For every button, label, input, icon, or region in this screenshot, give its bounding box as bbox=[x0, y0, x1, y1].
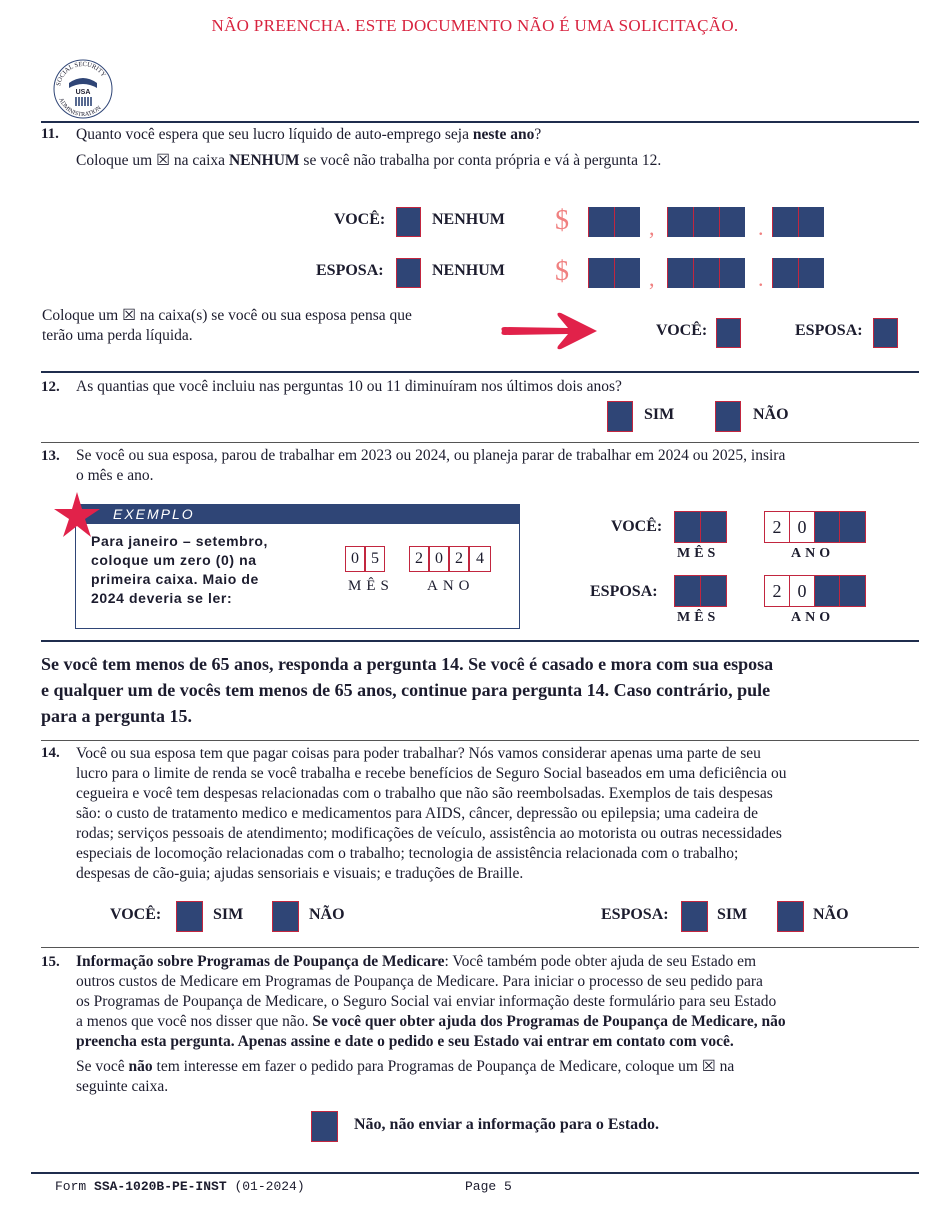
example-month-digit: 0 bbox=[345, 546, 365, 572]
do-not-fill-banner: NÃO PREENCHA. ESTE DOCUMENTO NÃO É UMA SOLICITAÇÃO. bbox=[211, 16, 739, 35]
q11-you-none-label: NENHUM bbox=[432, 211, 505, 228]
q13-spouse-month-field[interactable] bbox=[674, 575, 727, 607]
q11-number: 11. bbox=[41, 126, 59, 142]
q12-no-label: NÃO bbox=[753, 406, 789, 423]
q13-number: 13. bbox=[41, 448, 60, 464]
q12-no-checkbox[interactable] bbox=[715, 401, 741, 432]
ssa-logo bbox=[52, 58, 114, 120]
logo-arc-text: SOCIAL SECURITY bbox=[55, 60, 107, 87]
divider bbox=[41, 740, 919, 741]
age-instruction: Se você tem menos de 65 anos, responda a pergunta 14. Se você é casado e mora com sua esposa e qualquer um de vocês tem menos de 65 anos, continue para pergunta 14. Caso contrário, pule para a pergunta 15. bbox=[41, 654, 774, 726]
logo-bottom-text: ADMINISTRATION bbox=[57, 97, 103, 119]
comma-separator: , bbox=[649, 266, 655, 291]
example-year-label: ANO bbox=[427, 578, 475, 594]
logo-center-text: USA bbox=[75, 89, 91, 96]
page-number: Page 5 bbox=[465, 1179, 512, 1194]
q12-text: As quantias que você incluiu nas perguntas 10 ou 11 diminuíram nos últimos dois anos? bbox=[76, 378, 622, 395]
q13-spouse-year-label: ANO bbox=[791, 610, 835, 625]
q12-yes-label: SIM bbox=[644, 406, 675, 423]
q12-yes-checkbox[interactable] bbox=[607, 401, 633, 432]
q14-spouse-label: ESPOSA: bbox=[601, 906, 669, 923]
decimal-separator: . bbox=[758, 215, 764, 240]
q13-spouse-year-field[interactable]: 2 0 bbox=[764, 575, 866, 607]
q11-line2: Coloque um ☒ na caixa NENHUM se você não trabalha por conta própria e vá à pergunta 12. bbox=[76, 152, 662, 169]
comma-separator: , bbox=[649, 215, 655, 240]
q11-you-hundreds-field[interactable] bbox=[667, 207, 745, 237]
q14-you-no-checkbox[interactable] bbox=[272, 901, 299, 932]
q11-loss-spouse-checkbox[interactable] bbox=[873, 318, 898, 348]
example-year-digit: 2 bbox=[449, 546, 469, 572]
q15-number: 15. bbox=[41, 954, 60, 970]
q11-spouse-none-label: NENHUM bbox=[432, 262, 505, 279]
example-month-digit: 5 bbox=[365, 546, 385, 572]
q13-you-year-label: ANO bbox=[791, 546, 835, 561]
q13-you-month-label: MÊS bbox=[677, 546, 720, 561]
q14-spouse-no-checkbox[interactable] bbox=[777, 901, 804, 932]
q15-optout-checkbox[interactable] bbox=[311, 1111, 338, 1142]
q11-you-label: VOCÊ: bbox=[334, 211, 386, 228]
q14-text: Você ou sua esposa tem que pagar coisas para poder trabalhar? Nós vamos considerar apenas uma parte de seu lucro para o limite de renda se você trabalha e recebe benefícios de Seguro Social baseados em uma deficiência ou cegueira e você tem despesas relacionadas com o trabalho que não são reembolsadas. Exemplos de tais despesas são: o custo de tratamento medico e medicamentos para AIDS, câncer, depressão ou epilepsia; uma cadeira de rodas; serviços pessoais de atendimento; modificações de veículo, assistência ao motorista ou outras necessidades especiais de locomoção relacionadas com o trabalho; tecnologia de assistência relacionada com o trabalho; despesas de cão-guia; ajudas sensoriais e visuais; e traduções de Braille. bbox=[76, 745, 787, 882]
q13-spouse-month-label: MÊS bbox=[677, 610, 720, 625]
q14-spouse-yes-checkbox[interactable] bbox=[681, 901, 708, 932]
q13-you-year-field[interactable]: 2 0 bbox=[764, 511, 866, 543]
q13-you-label: VOCÊ: bbox=[611, 518, 663, 535]
example-header: EXEMPLO bbox=[75, 504, 519, 524]
divider bbox=[41, 121, 919, 123]
example-year-digit: 2 bbox=[409, 546, 429, 572]
q15-text: Informação sobre Programas de Poupança de Medicare: Você também pode obter ajuda de seu Estado em outros custos de Medicare em Programas de Poupança de Medicare. Para iniciar o processo de seu pedido para os Programas de Poupança de Medicare, o Seguro Social vai enviar informação deste formulário para seu Estado a menos que você nos disser que não. Se você quer obter ajuda dos Programas de Poupança de Medicare, não preencha esta pergunta. Apenas assine e date o pedido e seu Estado vai entrar em contato com você. Se você não tem interesse em fazer o pedido para Programas de Poupança de Medicare, coloque um ☒ na seguinte caixa. bbox=[76, 953, 786, 1095]
q14-you-yes-checkbox[interactable] bbox=[176, 901, 203, 932]
dollar-sign: $ bbox=[555, 256, 569, 287]
q11-loss-you-checkbox[interactable] bbox=[716, 318, 741, 348]
divider bbox=[41, 640, 919, 642]
divider bbox=[41, 371, 919, 373]
example-year-digit: 0 bbox=[429, 546, 449, 572]
form-id: Form SSA-1020B-PE-INST (01-2024) bbox=[55, 1179, 305, 1194]
q12-number: 12. bbox=[41, 379, 60, 395]
example-year-digit: 4 bbox=[469, 546, 491, 572]
q11-loss-you-label: VOCÊ: bbox=[656, 322, 708, 339]
q11-loss-text: Coloque um ☒ na caixa(s) se você ou sua esposa pensa que terão uma perda líquida. bbox=[42, 307, 412, 344]
divider bbox=[41, 442, 919, 443]
q11-spouse-thousands-field[interactable] bbox=[588, 258, 640, 288]
q11-spouse-hundreds-field[interactable] bbox=[667, 258, 745, 288]
q11-loss-spouse-label: ESPOSA: bbox=[795, 322, 863, 339]
q11-you-thousands-field[interactable] bbox=[588, 207, 640, 237]
dollar-sign: $ bbox=[555, 205, 569, 236]
q14-spouse-no-label: NÃO bbox=[813, 906, 849, 923]
q11-spouse-label: ESPOSA: bbox=[316, 262, 384, 279]
divider bbox=[41, 947, 919, 948]
example-month-label: MÊS bbox=[348, 578, 394, 594]
decimal-separator: . bbox=[758, 266, 764, 291]
q15-optout-label: Não, não enviar a informação para o Estado. bbox=[354, 1116, 660, 1133]
q13-you-month-field[interactable] bbox=[674, 511, 727, 543]
q14-number: 14. bbox=[41, 745, 60, 761]
q11-spouse-none-checkbox[interactable] bbox=[396, 258, 421, 288]
q11-line1: Quanto você espera que seu lucro líquido de auto-emprego seja neste ano? bbox=[76, 126, 542, 143]
q14-you-label: VOCÊ: bbox=[110, 906, 162, 923]
q14-you-yes-label: SIM bbox=[213, 906, 244, 923]
divider bbox=[31, 1172, 919, 1174]
q11-spouse-cents-field[interactable] bbox=[772, 258, 824, 288]
arrow-icon bbox=[498, 310, 600, 357]
q11-you-cents-field[interactable] bbox=[772, 207, 824, 237]
q14-spouse-yes-label: SIM bbox=[717, 906, 748, 923]
q13-spouse-label: ESPOSA: bbox=[590, 583, 658, 600]
q14-you-no-label: NÃO bbox=[309, 906, 345, 923]
q11-you-none-checkbox[interactable] bbox=[396, 207, 421, 237]
example-text: Para janeiro – setembro, coloque um zero (0) na primeira caixa. Maio de 2024 deveria se ler: bbox=[91, 533, 269, 606]
q13-text: Se você ou sua esposa, parou de trabalhar em 2023 ou 2024, ou planeja parar de trabalhar em 2024 ou 2025, insira o mês e ano. bbox=[76, 447, 786, 484]
